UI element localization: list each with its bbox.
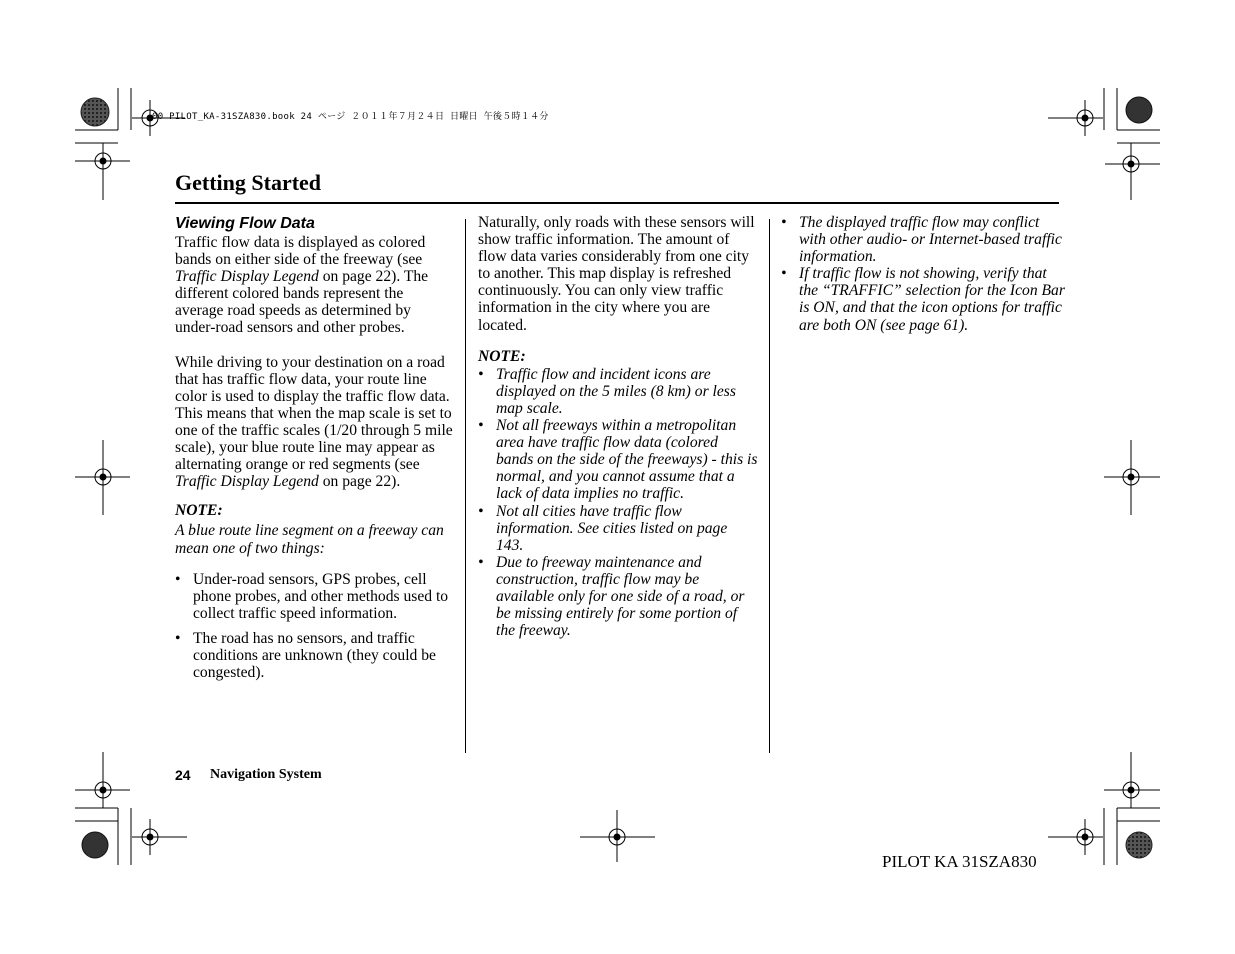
crop-mark-top-left <box>75 88 185 200</box>
column-2 <box>478 214 758 639</box>
list-item: • Due to freeway maintenance and construction, traffic flow may be available only for one side of a road, or be missing entirely for some portion of the freeway. <box>478 554 758 639</box>
list-item: • The displayed traffic flow may conflict with other audio- or Internet-based traffic information. <box>781 214 1066 265</box>
crop-mark-bottom-left <box>75 752 187 865</box>
product-code: PILOT KA 31SZA830 <box>882 852 1037 871</box>
paragraph-2: While driving to your destination on a road that has traffic flow data, your route line color is used to display the traffic flow data. This means that when the map scale is set to one of the traffic scales (1/20 through 5 mile scale), your blue route line may appear as alternating orange or red segments (see Traffic Display Legend on page 22). <box>175 353 453 491</box>
column-divider <box>465 219 466 753</box>
reference-link: Traffic Display Legend <box>175 268 319 286</box>
page-title: Getting Started <box>175 170 322 195</box>
bullet-list <box>478 366 758 640</box>
footer-section: Navigation System <box>210 767 322 782</box>
section-heading: Viewing Flow Data <box>175 215 315 232</box>
note-label: NOTE: <box>478 347 526 365</box>
bullet-list <box>781 214 1066 334</box>
reference-link: Traffic Display Legend <box>175 473 319 491</box>
list-item: • Not all freeways within a metropolitan area have traffic flow data (colored bands on the side of the freeways) - this is normal, and you cannot assume that a lack of data implies no traffic. <box>478 417 758 502</box>
column-3 <box>781 214 1066 334</box>
list-item: • If traffic flow is not showing, verify that the “TRAFFIC” selection for the Icon Bar is ON, and that the icon options for traffic are both ON (see page 61). <box>781 265 1066 333</box>
crop-mark-mid-right <box>1104 440 1160 515</box>
list-item: • The road has no sensors, and traffic conditions are unknown (they could be congested). <box>175 630 455 681</box>
title-rule <box>175 202 1059 204</box>
print-header: 00 PILOT_KA-31SZA830.book 24 ページ ２０１１年７月２４日 日曜日 午後５時１４分 <box>152 112 549 122</box>
crop-mark-mid-left <box>75 440 130 515</box>
bullet-list <box>175 571 455 682</box>
paragraph-1: Naturally, only roads with these sensors will show traffic information. The amount of flow data varies considerably from one city to another. This map display is refreshed continuously. You can only view traffic information in the city where you are located. <box>478 214 755 334</box>
list-item: • Not all cities have traffic flow information. See cities listed on page 143. <box>478 503 758 554</box>
note-text: A blue route line segment on a freeway can mean one of two things: <box>175 522 444 557</box>
column-1 <box>175 214 455 681</box>
page-number: 24 <box>175 767 191 783</box>
list-item: • Traffic flow and incident icons are displayed on the 5 miles (8 km) or less map scale. <box>478 366 758 417</box>
crop-mark-bottom-right <box>1048 752 1160 865</box>
crop-mark-top-right <box>1048 88 1160 200</box>
paragraph-1: Traffic flow data is displayed as colored bands on either side of the freeway (see Traffic Display Legend on page 22). The different colored bands represent the average road speeds as determined by under-road sensors and other probes. <box>175 234 429 337</box>
crop-mark-bottom-center <box>580 810 655 862</box>
list-item: • Under-road sensors, GPS probes, cell phone probes, and other methods used to collect traffic speed information. <box>175 571 455 622</box>
column-divider <box>769 219 770 753</box>
note-label: NOTE: <box>175 502 223 520</box>
